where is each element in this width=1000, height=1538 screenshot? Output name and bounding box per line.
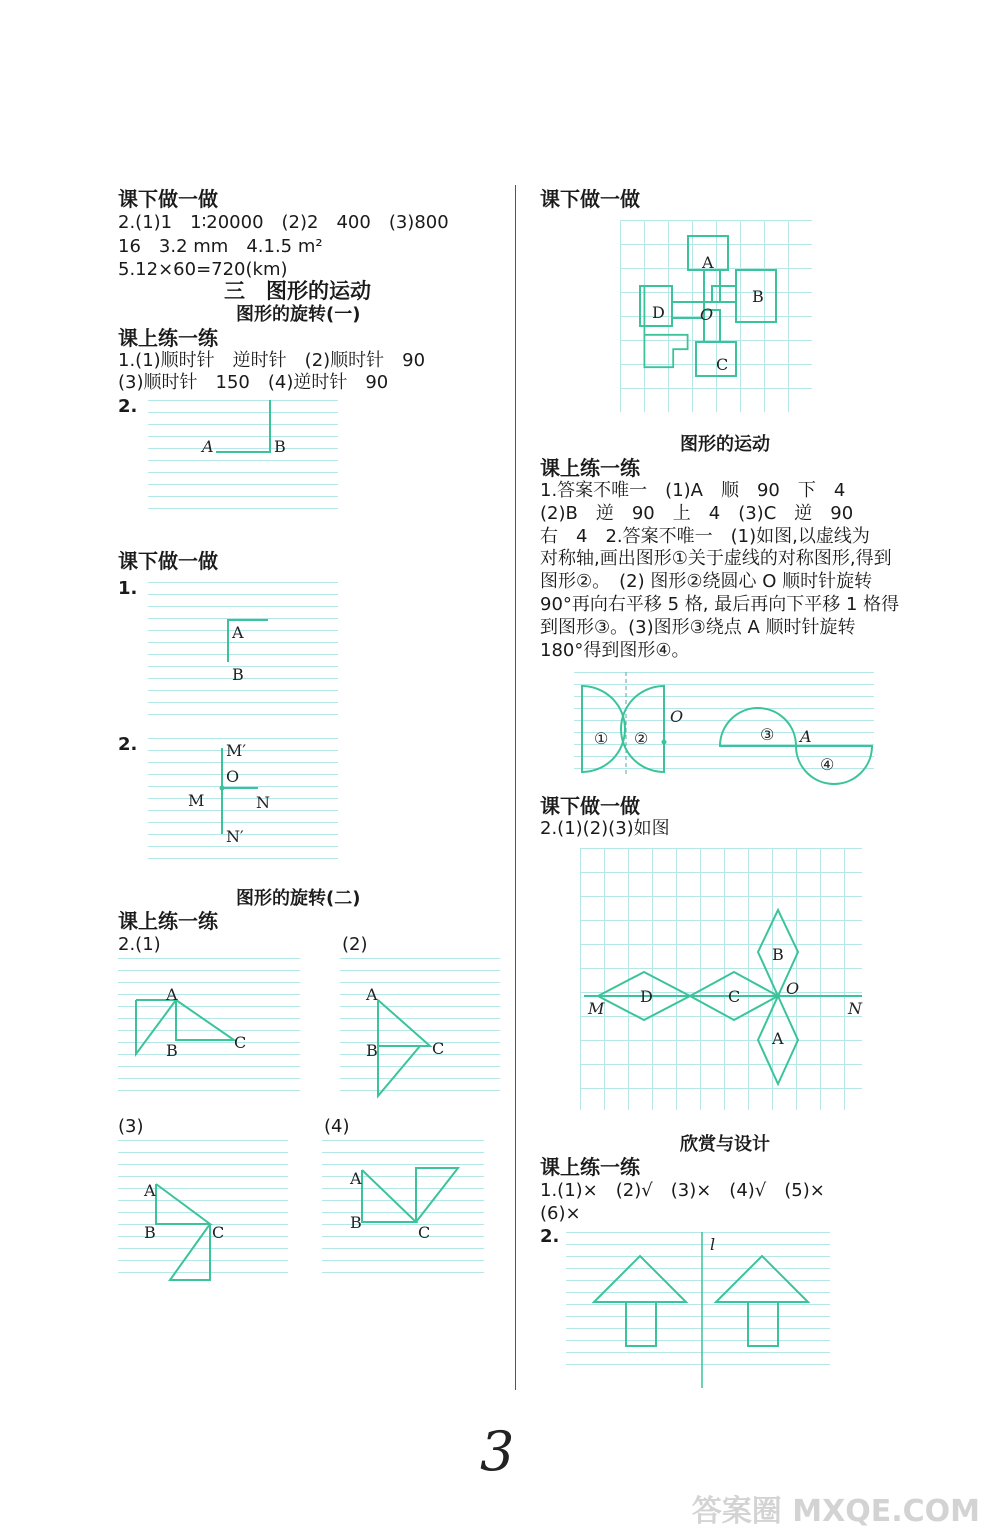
label-N: N: [256, 793, 270, 812]
watermark: 答案圈 MXQE.COM: [691, 1494, 980, 1529]
label-N: N: [848, 999, 862, 1018]
label-circle-2: ②: [634, 729, 649, 748]
answer-line: (3)顺时针 150 (4)逆时针 90: [118, 372, 389, 393]
answer-line: 到图形③。(3)图形③绕点 A 顺时针旋转: [540, 617, 856, 638]
label-B: B: [232, 665, 244, 684]
label-M: M: [188, 791, 205, 810]
question-number: 2.: [118, 734, 138, 755]
label-O: O: [226, 767, 240, 786]
label-circle-4: ④: [820, 755, 835, 774]
label-C: C: [418, 1223, 431, 1242]
question-number: (3): [118, 1116, 144, 1137]
figure-rotation-q2: [148, 400, 338, 520]
section-title-homework: 课下做一做: [540, 794, 640, 818]
label-O: O: [670, 707, 684, 726]
label-A: A: [350, 1169, 362, 1188]
answer-line: 180°得到图形④。: [540, 640, 690, 661]
label-C: C: [716, 355, 729, 374]
label-O: O: [786, 979, 800, 998]
label-C: C: [234, 1033, 247, 1052]
label-A: A: [772, 1029, 784, 1048]
figure-rot2-4: [322, 1140, 484, 1280]
answer-line: 1.答案不唯一 (1)A 顺 90 下 4: [540, 480, 846, 501]
question-number: 2.: [118, 396, 138, 417]
section-title-homework: 课下做一做: [118, 549, 218, 573]
label-O: O: [700, 305, 714, 324]
chapter-title: 三 图形的运动: [224, 279, 371, 303]
label-M: M: [588, 999, 605, 1018]
page-number: 3: [480, 1420, 515, 1483]
question-number: (4): [324, 1116, 350, 1137]
question-number: 2.(1): [118, 934, 161, 955]
answer-line: (6)×: [540, 1203, 581, 1224]
answer-line: 2.(1)1 1∶20000 (2)2 400 (3)800: [118, 212, 449, 233]
label-A: A: [702, 253, 714, 272]
answer-line: 图形②。 (2) 图形②绕圆心 O 顺时针旋转: [540, 571, 873, 592]
answer-line: 16 3.2 mm 4.1.5 m²: [118, 236, 323, 257]
label-A: A: [366, 985, 378, 1004]
column-divider: [515, 185, 516, 1390]
label-B: B: [144, 1223, 156, 1242]
label-B: B: [772, 945, 784, 964]
label-M-prime: M′: [226, 741, 247, 760]
label-circle-3: ③: [760, 725, 775, 744]
label-B: B: [752, 287, 764, 306]
answer-line: 2.(1)(2)(3)如图: [540, 818, 670, 839]
label-C: C: [728, 987, 741, 1006]
lesson-title: 图形的运动: [680, 434, 770, 455]
label-N-prime: N′: [226, 827, 244, 846]
section-title-classwork: 课上练一练: [540, 456, 640, 480]
section-title-homework: 课下做一做: [118, 187, 218, 211]
section-title-classwork: 课上练一练: [540, 1155, 640, 1179]
figure-rotation-shapes: [620, 220, 812, 412]
figure-homework-q2: [148, 738, 338, 868]
label-D: D: [652, 303, 665, 322]
figure-rot2-1: [118, 958, 300, 1098]
section-title-homework: 课下做一做: [540, 187, 640, 211]
lesson-title: 图形的旋转(二): [236, 888, 361, 909]
answer-line: 右 4 2.答案不唯一 (1)如图,以虚线为: [540, 526, 870, 547]
question-number: 2.: [540, 1226, 560, 1247]
label-A: A: [800, 727, 812, 746]
figure-rot2-2: [340, 958, 500, 1098]
section-title-classwork: 课上练一练: [118, 909, 218, 933]
answer-line: 1.(1)× (2)√ (3)× (4)√ (5)×: [540, 1180, 825, 1201]
label-B: B: [166, 1041, 178, 1060]
figure-rhombus: [580, 848, 862, 1110]
lesson-title: 图形的旋转(一): [236, 304, 361, 325]
label-D: D: [640, 987, 653, 1006]
label-A: A: [202, 437, 214, 456]
answer-line: 5.12×60=720(km): [118, 259, 288, 280]
label-C: C: [432, 1039, 445, 1058]
question-number: 1.: [118, 578, 138, 599]
label-circle-1: ①: [594, 729, 609, 748]
figure-rot2-3: [118, 1140, 288, 1280]
label-B: B: [366, 1041, 378, 1060]
answer-line: (2)B 逆 90 上 4 (3)C 逆 90: [540, 503, 854, 524]
label-A: A: [144, 1181, 156, 1200]
answer-line: 90°再向右平移 5 格, 最后再向下平移 1 格得: [540, 594, 900, 615]
question-number: (2): [342, 934, 368, 955]
figure-arrows-symmetry: [566, 1232, 830, 1368]
label-A: A: [166, 985, 178, 1004]
label-l: l: [710, 1235, 716, 1254]
label-B: B: [350, 1213, 362, 1232]
label-B: B: [274, 437, 286, 456]
label-C: C: [212, 1223, 225, 1242]
answer-line: 对称轴,画出图形①关于虚线的对称图形,得到: [540, 548, 892, 569]
section-title-classwork: 课上练一练: [118, 326, 218, 350]
answer-line: 1.(1)顺时针 逆时针 (2)顺时针 90: [118, 350, 426, 371]
label-A: A: [232, 623, 244, 642]
figure-semicircles: [574, 672, 874, 776]
lesson-title: 欣赏与设计: [680, 1134, 770, 1155]
figure-homework-q1: [148, 582, 338, 722]
